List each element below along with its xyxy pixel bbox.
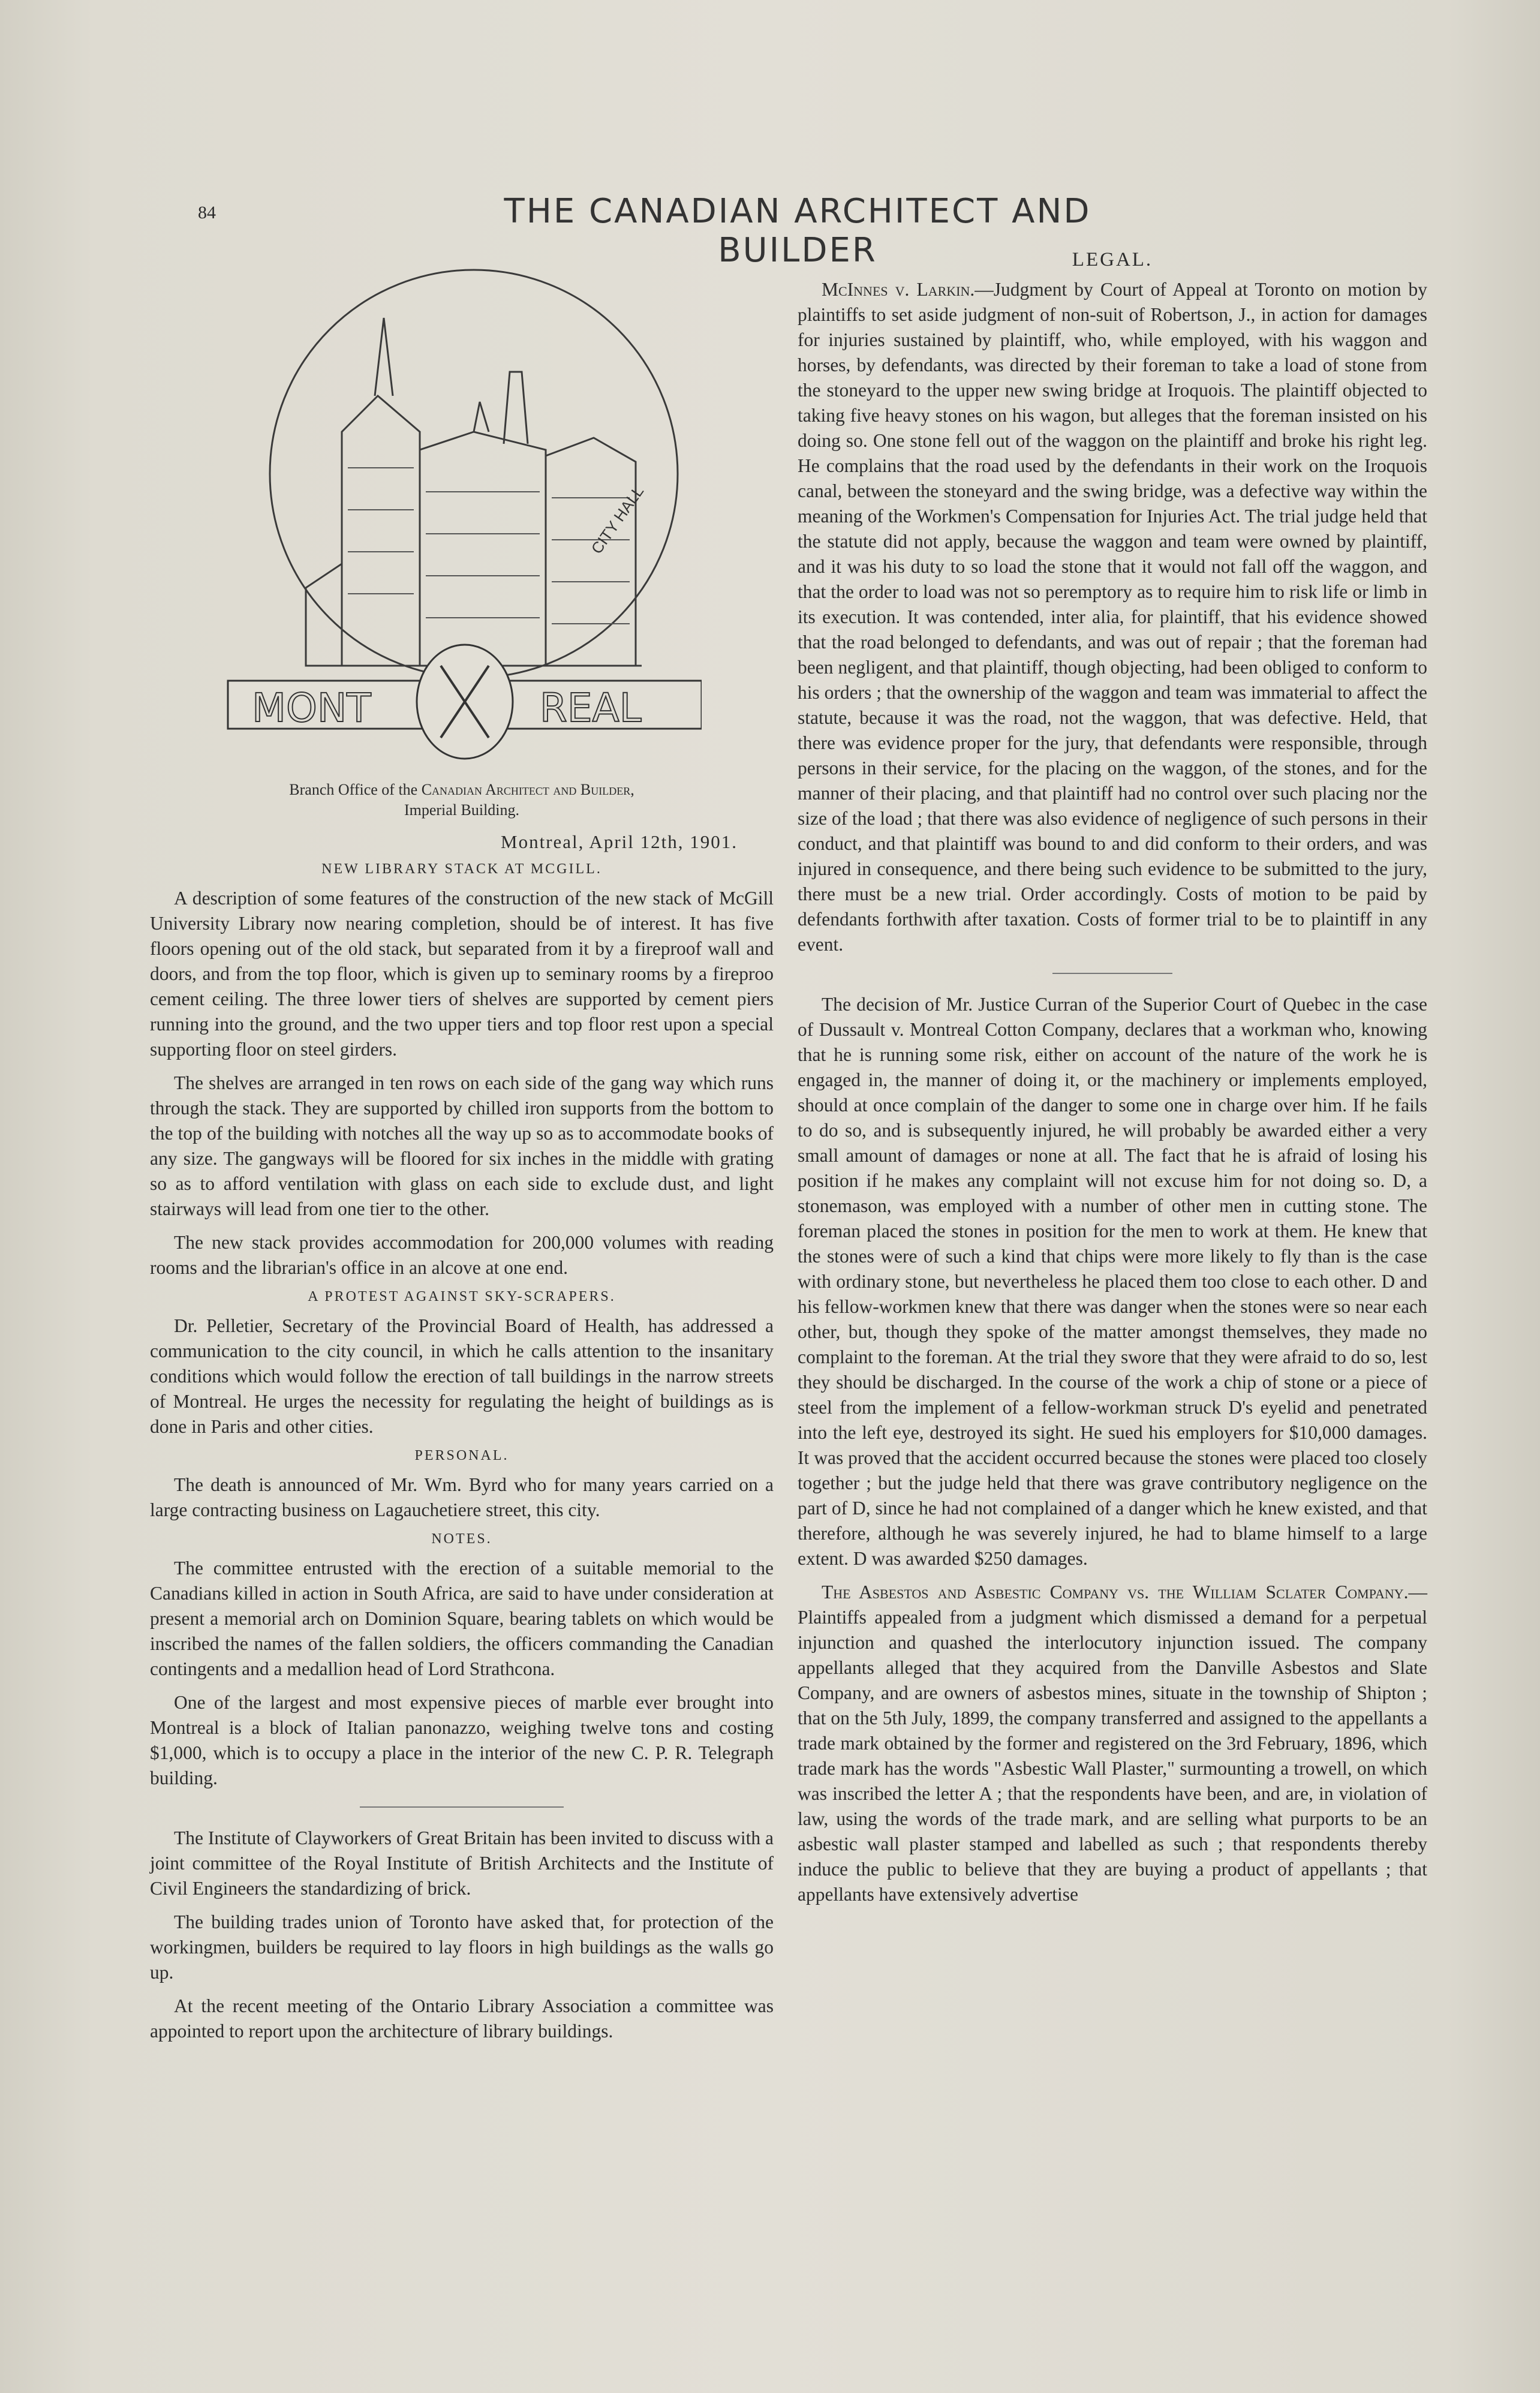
illustration-caption: Branch Office of the Canadian Architect and Builder, [289,781,634,798]
right-column [798,249,1427,1916]
paragraph: The committee entrusted with the erection of a suitable memorial to the Canadians killed in action in South Africa, are said to have under consideration at present a memorial arch on Dominion Square, bearing tablets on which would be inscribed the names of the fallen soldiers, the officers commanding the Canadian contingents and a medallion head of Lord Strathcona. [150,1558,774,1679]
divider-rule [1052,973,1172,974]
page-number: 84 [198,203,216,223]
section-heading: NEW LIBRARY STACK AT MCGILL. [321,861,602,877]
section-heading: PERSONAL. [414,1448,509,1463]
dateline: Montreal, April 12th, 1901. [501,831,738,852]
left-column [150,252,774,2052]
paragraph: The shelves are arranged in ten rows on each side of the gang way which runs through the stack. They are supported by chilled iron supports from the bottom to the top of the building with notches all the way up so as to accommodate books of any size. The gangways will be floored for six inches in the middle with grating so as to afford ventilation with glass on each side to exclude dust, and light stairways will lead from one tier to the other. [150,1072,774,1219]
city-hall-engraving [222,252,702,780]
paragraph: A description of some features of the construction of the new stack of McGill University Library now nearing completion, should be of interest. It has five floors opening out of the old stack, but separated from it by a fireproof wall and doors, and from the top floor, which is given up to seminary rooms by a fireproo cement ceiling. The three lower tiers of shelves are supported by cement piers running into the ground, and the two upper tiers and top floor rest upon a special supporting floor on steel girders. [150,888,774,1060]
paragraph: The Institute of Clayworkers of Great Britain has been invited to discuss with a joint committee of the Royal Institute of British Architects and the Institute of Civil Engineers the standardizing of brick. [150,1827,774,1899]
section-heading: A PROTEST AGAINST SKY-SCRAPERS. [308,1289,616,1304]
city-hall-sign: CITY HALL [587,482,648,557]
legal-case-dussault: The decision of Mr. Justice Curran of the Superior Court of Quebec in the case of Dussault v. Montreal Cotton Company, declares that a workman who, knowing that he is running some risk, either on account of the nature of the work he is engaged in, the manner of doing it, or the machinery or implements employed, should at once complain of the danger to some one in charge over him. If he fails to do so, and is subsequently injured, he will probably be awarded either a very small amount of damages or none at all. The fact that he is afraid of losing his position if he makes any complaint will not excuse him for not doing so. D, a stonemason, was employed with a number of other men in cutting stone. The foreman placed the stones in position for the men to work at them. He knew that the stones were of such a kind that chips were more likely to fly than is the case with ordinary stone, but nevertheless he placed them too close to each other. D and his fellow-workmen knew that there was danger when the stones were so near each other, but, though they spoke of the matter amongst themselves, they made no complaint to the foreman. At the trial they swore that they were afraid to do so, lest they should be discharged. In the course of the work a chip of stone or a piece of steel from the implement of a fellow-workman struck D's eyelid and penetrated into the left eye, destroyed its sight. He sued his employers for $10,000 damages. It was proved that the accident occurred because the stones were placed too closely together ; but the judge held that there was grave contributory negligence on the part of D, since he had not complained of a danger which he knew existed, and that therefore, although he was severely injured, he had to blame himself to a large extent. D was awarded $250 damages. [798,994,1427,1569]
journal-title: THE CANADIAN ARCHITECT AND BUILDER [504,192,1091,270]
legal-case-mcinnes [798,277,1427,957]
paragraph: Dr. Pelletier, Secretary of the Provincial Board of Health, has addressed a communication to the city council, in which he calls attention to the insanitary conditions which would follow the erection of tall buildings in the narrow streets of Montreal. He urges the necessity for regulating the height of buildings as is done in Paris and other cities. [150,1315,774,1437]
paragraph: The building trades union of Toronto have asked that, for protection of the workingmen, builders be required to lay floors in high buildings as the walls go up. [150,1911,774,1983]
legal-case-asbestos [798,1580,1427,1907]
paragraph: One of the largest and most expensive pieces of marble ever brought into Montreal is a block of Italian panonazzo, weighing twelve tons and costing $1,000, which is to occupy a place in the interior of the new C. P. R. Telegraph building. [150,1692,774,1788]
paragraph: The death is announced of Mr. Wm. Byrd who for many years carried on a large contracting business on Lagauchetiere street, this city. [150,1474,774,1520]
legal-heading: LEGAL. [1072,249,1153,270]
paragraph: The new stack provides accommodation for 200,000 volumes with reading rooms and the librarian's office in an alcove at one end. [150,1232,774,1278]
banner-right-text: REAL [540,685,642,731]
section-heading: NOTES. [431,1531,492,1547]
banner-left-text: MONT [252,685,371,731]
city-hall-illustration [222,252,702,780]
case-title: The Asbestos and Asbestic Company vs. the William Sclater Company. [822,1582,1409,1603]
illustration-caption-line2: Imperial Building. [404,801,520,819]
case-body: —Plaintiffs appealed from a judgment which dismissed a demand for a perpetual injunction and quashed the interlocutory injunction issued. The company appellants alleged that they acquired from the Danville Asbestos and Slate Company, and are owners of asbestos mines, situate in the township of Shipton ; that on the 5th July, 1899, the company transferred and assigned to the appellants a trade mark obtained by the former and registered on the 3rd February, 1896, which trade mark has the words "Asbestic Wall Plaster," surmounting a trowell, on which was inscribed the letter A ; that the respondents have been, and are, in violation of law, using the words of the trade mark, and are selling what purports to be an asbestic wall plaster stamped and labelled as such ; that respondents thereby induce the public to believe that they are buying a product of appellants ; that appellants have extensively advertise [798,1582,1427,1905]
case-title: McInnes v. Larkin. [822,279,975,300]
paragraph: At the recent meeting of the Ontario Library Association a committee was appointed to report upon the architecture of library buildings. [150,1995,774,2042]
case-body: —Judgment by Court of Appeal at Toronto on motion by plaintiffs to set aside judgment of non-suit of Robertson, J., in action for damages for injuries sustained by plaintiff, who, while employed, with his waggon and horses, by defendants, was directed by their foreman to take a load of stone from the stoneyard to the upper new swing bridge at Iroquois. The plaintiff objected to taking five heavy stones on his wagon, but alleges that the foreman insisted on his doing so. One stone fell out of the waggon on the plaintiff and broke his right leg. He complains that the road used by the defendants in their work on the Iroquois canal, between the stoneyard and the swing bridge, was a defective way within the meaning of the Workmen's Compensation for Injuries Act. The trial judge held that the statute did not apply, because the waggon and team were owned by plaintiff, and it was his duty to so load the stone that it would not fall off the waggon, and that the order to load was not so peremptory as to require him to risk life or limb in its execution. It was contended, inter alia, for plaintiff, that his evidence showed that the road belonged to defendants, and was out of repair ; that the foreman had been negligent, and that plaintiff, though objecting, had been obliged to conform to his orders ; that the ownership of the waggon and team was immaterial to affect the statute, because it was the road, not the waggon, that was defective. Held, that there was evidence proper for the jury, that defendants were responsible, through persons in their service, for the placing on the waggon, of the stones, and for the manner of their placing, and that plaintiff had no control over such placing nor the size of the load ; that there was also evidence of negligence of such persons in their conduct, and that plaintiff was bound to and did conform to their orders, and was injured in consequence, and there being such evidence to be submitted to the jury, there must be a new trial. Order accordingly. Costs of motion to be paid by defendants forthwith after taxation. Costs of former trial to be to plaintiff in any event. [798,279,1427,955]
divider-rule [360,1806,564,1808]
